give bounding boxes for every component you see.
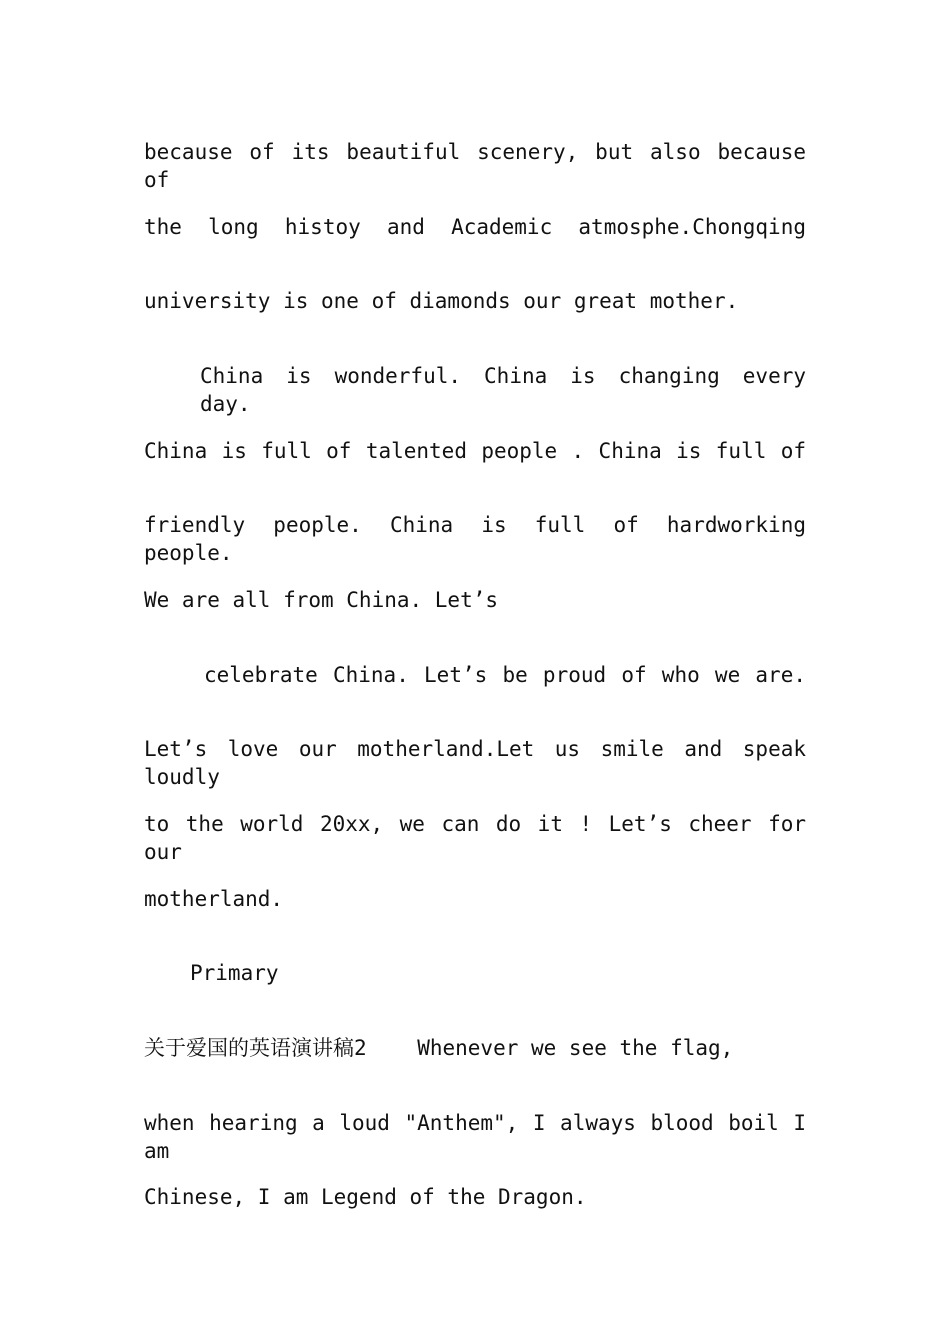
text-line-3: university is one of diamonds our great mother.	[144, 289, 739, 313]
text-line-1: because of its beautiful scenery, but also because of	[144, 140, 806, 192]
text-line-2: the long histoy and Academic atmosphe.Chongqing	[144, 215, 806, 239]
text-line-14: Chinese, I am Legend of the Dragon.	[144, 1185, 587, 1209]
text-line-5: China is full of talented people . China is full of	[144, 439, 806, 463]
text-line-7: We are all from China. Let’s	[144, 588, 499, 612]
section-label: Primary	[190, 961, 279, 985]
text-line-13: when hearing a loud "Anthem", I always blood boil I am	[144, 1111, 806, 1163]
text-line-10: to the world 20xx, we can do it ! Let’s cheer for our	[144, 812, 806, 864]
text-line-4: China is wonderful. China is changing every day.	[200, 364, 806, 416]
section-heading-line: 关于爱国的英语演讲稿2 Whenever we see the flag,	[144, 1036, 734, 1060]
text-line-8: celebrate China. Let’s be proud of who we are.	[204, 663, 806, 687]
text-line-9: Let’s love our motherland.Let us smile and speak loudly	[144, 737, 806, 789]
text-line-6: friendly people. China is full of hardworking people.	[144, 513, 806, 565]
text-line-11: motherland.	[144, 887, 284, 911]
